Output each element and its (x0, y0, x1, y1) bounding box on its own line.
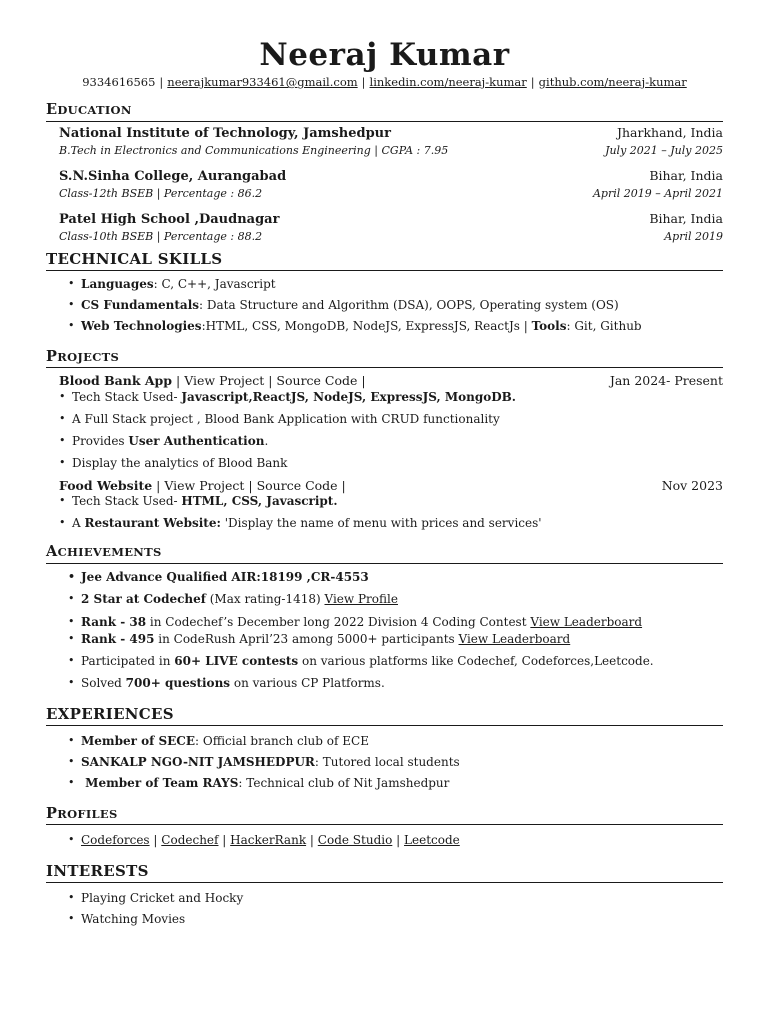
achievement-item: • Rank - 495 in CodeRush April’23 among 5000+ participants View Leaderboard (81, 632, 723, 647)
project-bullet: • A Full Stack project , Blood Bank Application with CRUD functionality (72, 412, 723, 427)
github-link[interactable]: github.com/neeraj-kumar (538, 75, 687, 90)
experiences-section (46, 705, 723, 791)
education-dates: April 2019 (664, 230, 723, 244)
codechef-link[interactable]: Codechef (161, 833, 219, 848)
education-section (46, 101, 723, 244)
project-links[interactable]: | View Project | Source Code | (172, 373, 366, 389)
project-date: Jan 2024- Present (609, 373, 723, 389)
resume-page (46, 38, 723, 927)
codeforces-link[interactable]: Codeforces (81, 833, 150, 848)
achievement-item: • Participated in 60+ LIVE contests on various platforms like Codechef, Codeforces,Leetcode. (81, 654, 723, 669)
education-entry (59, 168, 723, 201)
project-links[interactable]: | View Project | Source Code | (152, 477, 346, 493)
education-entry (59, 211, 723, 244)
experience-item: • SANKALP NGO-NIT JAMSHEDPUR: Tutored local students (81, 755, 723, 770)
separator: | (361, 75, 366, 90)
project-title: Food Website (59, 477, 153, 493)
experience-item: • Member of Team RAYS: Technical club of Nit Jamshedpur (81, 776, 723, 791)
achievements-heading: ACHIEVEMENTS (46, 543, 723, 564)
project-header (59, 478, 723, 494)
project-header (59, 373, 723, 389)
linkedin-link[interactable]: linkedin.com/neeraj-kumar (369, 75, 527, 90)
skill-item: • Web Technologies:HTML, CSS, MongoDB, NodeJS, ExpressJS, ReactJs | Tools: Git, Github (81, 319, 723, 334)
achievements-section (46, 543, 723, 691)
phone-number: 9334616565 (82, 75, 156, 90)
institution-location: Bihar, India (649, 210, 723, 226)
email-link[interactable]: neerajkumar933461@gmail.com (167, 75, 358, 90)
profiles-heading: PROFILES (46, 805, 723, 826)
degree-detail: B.Tech in Electronics and Communications Engineering | CGPA : 7.95 (59, 144, 449, 158)
view-leaderboard-link[interactable]: View Leaderboard (458, 631, 571, 646)
skills-heading: TECHNICAL SKILLS (46, 250, 723, 271)
separator: | (153, 833, 158, 848)
institution-name: S.N.Sinha College, Aurangabad (59, 168, 287, 184)
institution-location: Bihar, India (649, 167, 723, 183)
project-date: Nov 2023 (661, 477, 723, 493)
separator: | (159, 75, 164, 90)
candidate-name: Neeraj Kumar (259, 37, 510, 73)
institution-location: Jharkhand, India (616, 124, 723, 140)
education-entry (59, 125, 723, 158)
project-bullet: • Provides User Authentication. (72, 434, 723, 449)
view-profile-link[interactable]: View Profile (324, 591, 398, 606)
view-leaderboard-link[interactable]: View Leaderboard (530, 614, 643, 629)
hackerrank-link[interactable]: HackerRank (230, 833, 307, 848)
project-title: Blood Bank App (59, 373, 173, 389)
degree-detail: Class-10th BSEB | Percentage : 88.2 (59, 230, 263, 244)
projects-heading: PROJECTS (46, 348, 723, 369)
code-studio-link[interactable]: Code Studio (317, 833, 393, 848)
institution-name: National Institute of Technology, Jamshedpur (59, 125, 391, 141)
achievement-item: • Solved 700+ questions on various CP Platforms. (81, 676, 723, 691)
institution-name: Patel High School ,Daudnagar (59, 211, 280, 227)
interests-heading: INTERESTS (46, 862, 723, 883)
project-bullet: • Tech Stack Used- Javascript,ReactJS, NodeJS, ExpressJS, MongoDB. (72, 390, 723, 405)
degree-detail: Class-12th BSEB | Percentage : 86.2 (59, 187, 263, 201)
experience-item: • Member of SECE: Official branch club of ECE (81, 734, 723, 749)
project-bullet: • Tech Stack Used- HTML, CSS, Javascript. (72, 494, 723, 509)
separator: | (222, 833, 227, 848)
achievement-item: • 2 Star at Codechef (Max rating-1418) View Profile (81, 592, 723, 607)
profiles-section (46, 805, 723, 849)
leetcode-link[interactable]: Leetcode (404, 833, 460, 848)
skill-item: • Languages: C, C++, Javascript (81, 277, 723, 292)
skill-item: • CS Fundamentals: Data Structure and Algorithm (DSA), OOPS, Operating system (OS) (81, 298, 723, 313)
project-bullet: • Display the analytics of Blood Bank (72, 456, 723, 471)
contact-line (46, 75, 723, 89)
interest-item: • Playing Cricket and Hocky (81, 891, 723, 906)
education-heading: EDUCATION (46, 101, 723, 122)
project-bullet: • A Restaurant Website: 'Display the name of menu with prices and services' (72, 516, 723, 531)
separator: | (396, 833, 401, 848)
interest-item: • Watching Movies (81, 912, 723, 927)
interests-section (46, 862, 723, 927)
profile-links (81, 833, 723, 848)
projects-section (46, 348, 723, 532)
achievement-item: • Jee Advance Qualified AIR:18199 ,CR-4553 (81, 570, 723, 585)
education-dates: April 2019 – April 2021 (592, 187, 723, 201)
skills-section (46, 250, 723, 334)
education-dates: July 2021 – July 2025 (605, 144, 723, 158)
separator: | (309, 833, 314, 848)
experiences-heading: EXPERIENCES (46, 705, 723, 726)
achievement-item: • Rank - 38 in Codechef’s December long 2022 Division 4 Coding Contest View Leaderboard (81, 615, 723, 630)
separator: | (530, 75, 535, 90)
